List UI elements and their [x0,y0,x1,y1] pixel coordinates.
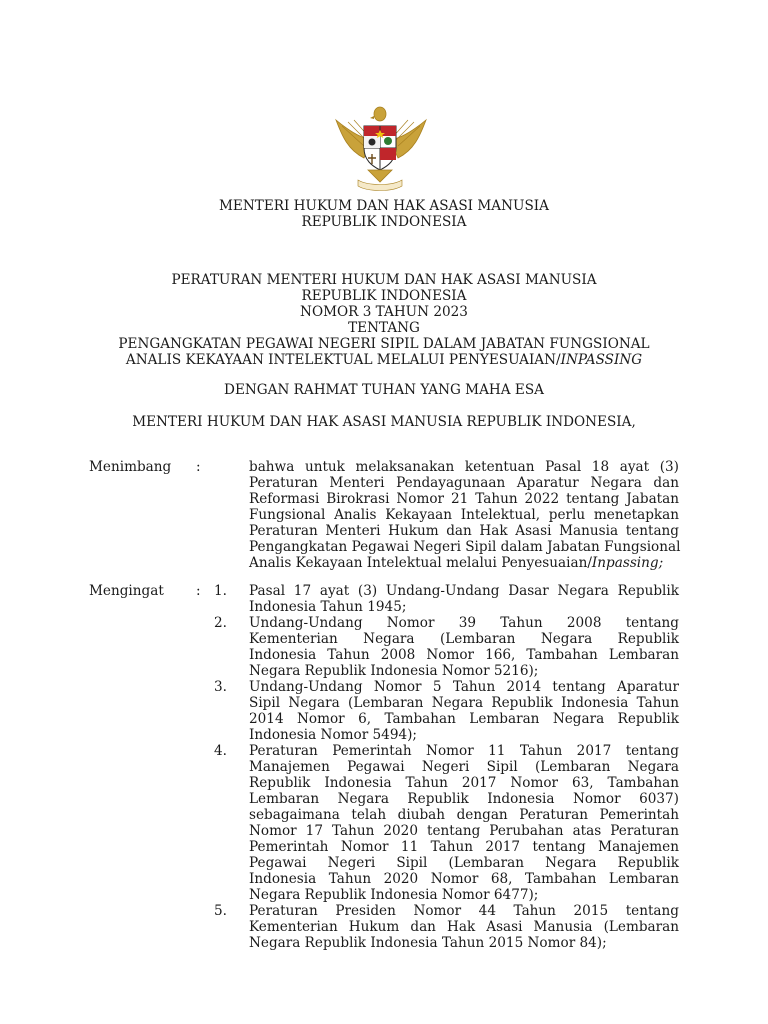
list-item [0,743,768,903]
list-item-number: 4. [214,743,227,759]
regulation-title-block [0,272,768,368]
garuda-emblem-icon [328,100,434,192]
issuer-line: MENTERI HUKUM DAN HAK ASASI MANUSIA REPUBLIK INDONESIA, [132,414,636,430]
mengingat-label: Mengingat [89,583,164,599]
list-item-line: Undang-Undang Nomor 39 Tahun 2008 tentang [249,615,679,631]
regulation-about-label: TENTANG [348,320,420,336]
list-item-line: Pemerintah Nomor 11 Tahun 2017 tentang Manajemen [249,839,679,855]
list-item-number: 3. [214,679,227,695]
list-item-line: Nomor 17 Tahun 2020 tentang Perubahan atas Peraturan [249,823,679,839]
list-item-line: Lembaran Negara Republik Indonesia Nomor 6037) [249,791,679,807]
list-item [0,679,768,743]
menimbang-line: Peraturan Menteri Pendayagunaan Aparatur Negara dan [249,475,679,491]
regulation-number: NOMOR 3 TAHUN 2023 [300,304,468,320]
list-item-line: 2014 Nomor 6, Tambahan Lembaran Negara Republik [249,711,679,727]
list-item-line: Pegawai Negeri Sipil (Lembaran Negara Republik [249,855,679,871]
blessing-line: DENGAN RAHMAT TUHAN YANG MAHA ESA [224,382,544,398]
mengingat-colon: : [196,583,201,599]
issuing-authority-header [0,198,768,230]
menimbang-line: Reformasi Birokrasi Nomor 21 Tahun 2022 tentang Jabatan [249,491,679,507]
menimbang-paragraph [249,459,679,571]
list-item-line: Peraturan Presiden Nomor 44 Tahun 2015 tentang [249,903,679,919]
list-item-text [249,679,679,743]
list-item-number: 1. [214,583,227,599]
list-item [0,583,768,615]
list-item-text [249,583,679,615]
minister-title: MENTERI HUKUM DAN HAK ASASI MANUSIA [219,198,549,214]
regulation-subject-line-1: PENGANGKATAN PEGAWAI NEGERI SIPIL DALAM JABATAN FUNGSIONAL [118,336,650,352]
list-item-line: sebagaimana telah diubah dengan Peraturan Pemerintah [249,807,679,823]
list-item-line: Indonesia Tahun 2020 Nomor 68, Tambahan Lembaran [249,871,679,887]
list-item-number: 5. [214,903,227,919]
list-item-line: Pasal 17 ayat (3) Undang-Undang Dasar Negara Republik [249,583,679,599]
list-item-line: Indonesia Nomor 5494); [249,727,418,743]
list-item-number: 2. [214,615,227,631]
list-item-line: Manajemen Pegawai Negeri Sipil (Lembaran Negara [249,759,679,775]
list-item-line: Indonesia Tahun 1945; [249,599,407,615]
menimbang-line: Fungsional Analis Kekayaan Intelektual, perlu menetapkan [249,507,679,523]
list-item-line: Kementerian Negara (Lembaran Negara Republik [249,631,679,647]
list-item-line: Kementerian Hukum dan Hak Asasi Manusia (Lembaran [249,919,679,935]
regulation-subject-line-2 [0,352,768,368]
list-item-line: Peraturan Pemerintah Nomor 11 Tahun 2017 tentang [249,743,679,759]
subject-italic-term: INPASSING [560,352,643,368]
list-item [0,903,768,951]
list-item-line: Indonesia Tahun 2008 Nomor 166, Tambahan Lembaran [249,647,679,663]
republic-title: REPUBLIK INDONESIA [301,214,467,230]
menimbang-italic-term: Inpassing; [591,555,664,571]
regulation-title-line-2: REPUBLIK INDONESIA [301,288,467,304]
list-item-line: Negara Republik Indonesia Nomor 6477); [249,887,539,903]
subject-text: ANALIS KEKAYAAN INTELEKTUAL MELALUI PENYESUAIAN/ [125,352,561,368]
list-item [0,615,768,679]
menimbang-line: Pengangkatan Pegawai Negeri Sipil dalam Jabatan Fungsional [249,539,681,555]
list-item-text [249,903,679,951]
mengingat-list [0,583,768,951]
list-item-line: Republik Indonesia Tahun 2017 Nomor 63, Tambahan [249,775,679,791]
menimbang-line [249,555,679,571]
menimbang-last-text: Analis Kekayaan Intelektual melalui Penyesuaian/ [249,555,592,571]
menimbang-label: Menimbang [89,459,172,475]
list-item-line: Negara Republik Indonesia Tahun 2015 Nomor 84); [249,935,607,951]
menimbang-colon: : [196,459,201,475]
list-item-line: Negara Republik Indonesia Nomor 5216); [249,663,539,679]
list-item-line: Sipil Negara (Lembaran Negara Republik Indonesia Tahun [249,695,679,711]
list-item-text [249,615,679,679]
list-item-text [249,743,679,903]
menimbang-line: Peraturan Menteri Hukum dan Hak Asasi Manusia tentang [249,523,679,539]
menimbang-line: bahwa untuk melaksanakan ketentuan Pasal 18 ayat (3) [249,459,679,475]
regulation-title-line-1: PERATURAN MENTERI HUKUM DAN HAK ASASI MANUSIA [171,272,597,288]
list-item-line: Undang-Undang Nomor 5 Tahun 2014 tentang Aparatur [249,679,679,695]
